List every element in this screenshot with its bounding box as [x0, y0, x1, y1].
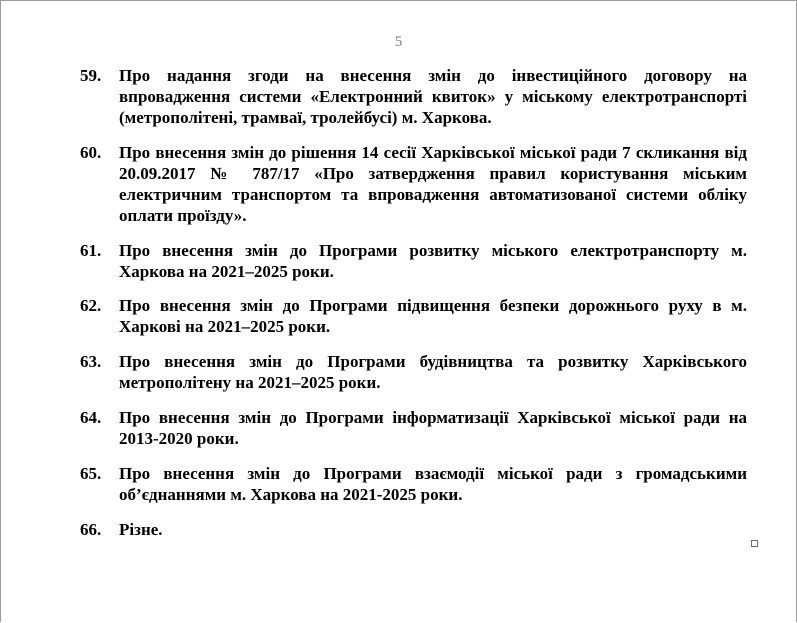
agenda-item-number: 63. [80, 352, 102, 371]
agenda-item-number: 64. [80, 408, 102, 427]
agenda-item-63 [75, 351, 747, 393]
agenda-item-text: Про надання згоди на внесення змін до інвестиційного договору на впровадження системи «Електронний квиток» у міському електротранспорті (метрополітені, трамваї, тролейбусі) м. Харкова. [119, 66, 747, 127]
agenda-item-59 [75, 65, 747, 128]
agenda-item-number: 61. [80, 241, 102, 260]
agenda-item-number: 66. [80, 520, 102, 539]
paragraph-end-marker-icon [751, 540, 758, 547]
agenda-item-text: Про внесення змін до Програми будівництва та розвитку Харківського метрополітену на 2021–2025 роки. [119, 352, 747, 392]
agenda-item-65 [75, 463, 747, 505]
agenda-item-64 [75, 407, 747, 449]
agenda-item-62 [75, 295, 747, 337]
agenda-item-66 [75, 519, 747, 540]
agenda-item-text: Про внесення змін до рішення 14 сесії Харківської міської ради 7 скликання від 20.09.2017 № 787/17 «Про затвердження правил користування міським електричним транспортом та впровадження автоматизованої системи обліку оплати проїзду». [119, 143, 747, 225]
agenda-item-text: Про внесення змін до Програми інформатизації Харківської міської ради на 2013-2020 роки. [119, 408, 747, 448]
agenda-item-number: 65. [80, 464, 102, 483]
agenda-item-number: 62. [80, 296, 102, 315]
agenda-item-text: Про внесення змін до Програми підвищення безпеки дорожнього руху в м. Харкові на 2021–2025 роки. [119, 296, 747, 336]
agenda-item-number: 59. [80, 66, 102, 85]
agenda-list [75, 65, 747, 540]
page-number: 5 [394, 34, 403, 50]
agenda-item-text: Різне. [119, 520, 163, 539]
agenda-item-text: Про внесення змін до Програми взаємодії міської ради з громадськими об’єднаннями м. Харкова на 2021-2025 роки. [119, 464, 747, 504]
agenda-item-text: Про внесення змін до Програми розвитку міського електротранспорту м. Харкова на 2021–2025 роки. [119, 241, 747, 281]
agenda-item-number: 60. [80, 143, 102, 162]
agenda-item-60 [75, 142, 747, 226]
agenda-item-61 [75, 240, 747, 282]
